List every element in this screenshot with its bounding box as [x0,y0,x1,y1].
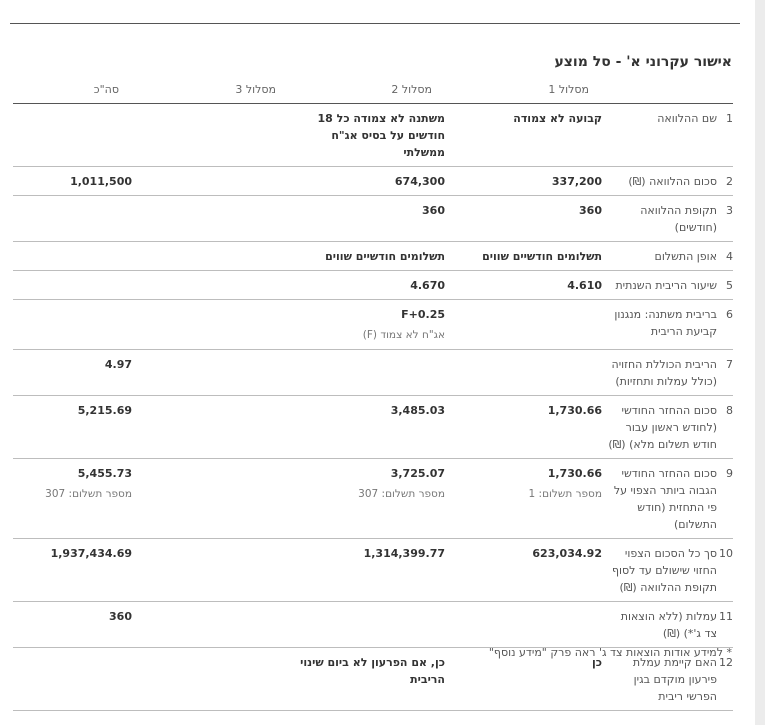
table-row [13,242,733,271]
cell-subtext: מספר תשלום: 307 [45,488,132,500]
row-label [602,602,733,648]
table-row [13,539,733,602]
row-number: 2 [726,175,733,188]
cell-m1 [445,602,602,648]
row-label-text: בריבית משתנה: מנגנון קביעת הריבית [614,308,717,338]
cell-m3 [132,602,289,648]
row-number: 9 [726,467,733,480]
cell-m1 [445,459,602,539]
row-label-text: סך כל הסכום הצפוי החזוי שישולם עד לסוף תקופת ההלוואה (₪) [611,547,717,594]
scrollbar[interactable] [755,0,765,725]
row-number: 12 [719,656,733,669]
table-row [13,396,733,459]
row-label [602,196,733,242]
cell-total [13,459,132,539]
row-number: 3 [726,204,733,217]
header-track-1: מסלול 1 [445,76,602,104]
cell-m3 [132,242,289,271]
page-title: אישור עקרוני א' - סל מוצע [554,54,732,70]
cell-m2 [289,271,445,300]
cell-value: 360 [422,204,445,217]
cell-total [13,242,132,271]
cell-value: 360 [579,204,602,217]
cell-value: 1,314,399.77 [363,547,445,560]
cell-m2 [289,539,445,602]
row-label-text: שיעור הריבית השנתית [615,279,717,292]
row-label [602,104,733,167]
top-divider [10,23,740,24]
cell-value: קבועה לא צמודה [513,112,602,125]
cell-total [13,396,132,459]
row-label [602,459,733,539]
cell-m3 [132,648,289,711]
cell-m2 [289,167,445,196]
cell-total [13,648,132,711]
row-label [602,271,733,300]
cell-value: 360 [109,610,132,623]
header-track-2: מסלול 2 [289,76,445,104]
row-label [602,539,733,602]
cell-m2 [289,648,445,711]
cell-m1 [445,104,602,167]
row-label-text: שם ההלוואה [657,112,717,125]
row-label [602,300,733,350]
cell-m3 [132,196,289,242]
table-row [13,196,733,242]
cell-m2 [289,242,445,271]
row-label-text: הריבית הכוללת החזויה (כולל עמלות ותחזיות) [611,358,717,388]
row-label [602,167,733,196]
cell-m1 [445,271,602,300]
row-number: 1 [726,112,733,125]
row-number: 7 [726,358,733,371]
cell-m1 [445,167,602,196]
cell-total [13,104,132,167]
cell-value: 623,034.92 [532,547,602,560]
cell-value: 1,937,434.69 [50,547,132,560]
cell-total [13,300,132,350]
cell-m2 [289,602,445,648]
row-label-text: סכום ההחזר החודשי הגבוה ביותר הצפוי על פי התחזית (חודש התשלום) [613,467,717,531]
cell-value: 5,455.73 [77,467,132,480]
footnote: * למידע אודות הוצאות צד ג' ראה פרק "מידע נוסף" [488,646,732,659]
table-row [13,602,733,648]
cell-total [13,167,132,196]
table-row [13,350,733,396]
cell-value: 3,725.07 [390,467,445,480]
cell-m1 [445,539,602,602]
table-row [13,271,733,300]
cell-total [13,196,132,242]
cell-m3 [132,396,289,459]
table-header-row [13,76,733,104]
row-number: 4 [726,250,733,263]
cell-m2 [289,396,445,459]
table-row [13,104,733,167]
row-number: 5 [726,279,733,292]
cell-m3 [132,167,289,196]
row-number: 6 [726,308,733,321]
row-label-text: עמלות (ללא הוצאות צד ג'*) (₪) [620,610,717,640]
cell-value: 4.610 [567,279,602,292]
cell-m1 [445,196,602,242]
cell-m3 [132,539,289,602]
cell-subtext: מספר תשלום: 307 [358,488,445,500]
row-number: 11 [719,610,733,623]
cell-m1 [445,242,602,271]
cell-m3 [132,271,289,300]
header-label [602,76,733,104]
loan-offer-table [13,76,733,711]
table-row [13,459,733,539]
cell-value: F+0.25 [401,308,445,321]
row-number: 10 [719,547,733,560]
row-label [602,242,733,271]
cell-value: תשלומים חודשיים שווים [482,250,602,263]
cell-m2 [289,196,445,242]
cell-m3 [132,459,289,539]
cell-m3 [132,350,289,396]
table-row [13,167,733,196]
cell-value: 5,215.69 [77,404,132,417]
row-label-text: סכום ההלוואה (₪) [628,175,717,188]
row-label-text: האם קיימת עמלת פירעון מוקדם בגין הפרשי ריבית [632,656,717,703]
row-label-text: תקופת ההלוואה (חודשים) [640,204,717,234]
cell-m2 [289,459,445,539]
cell-value: 1,011,500 [70,175,132,188]
cell-total [13,539,132,602]
cell-m1 [445,396,602,459]
row-label [602,350,733,396]
cell-m2 [289,104,445,167]
row-label-text: אופן התשלום [654,250,717,263]
cell-value: תשלומים חודשיים שווים [325,250,445,263]
cell-value: 1,730.66 [547,467,602,480]
cell-value: 3,485.03 [390,404,445,417]
cell-total [13,271,132,300]
cell-value: 337,200 [551,175,602,188]
cell-m2 [289,350,445,396]
header-total: סה"כ [13,76,132,104]
cell-value: כן [591,656,602,669]
cell-total [13,602,132,648]
row-label [602,396,733,459]
cell-m1 [445,300,602,350]
cell-m3 [132,300,289,350]
cell-m2 [289,300,445,350]
cell-m1 [445,350,602,396]
cell-total [13,350,132,396]
cell-m3 [132,104,289,167]
cell-subtext: מספר תשלום: 1 [528,488,602,500]
cell-value: כן, אם הפרעון לא ביום שינוי הריבית [300,656,445,686]
cell-subtext: אג"ח לא צמוד (F) [362,329,445,341]
header-track-3: מסלול 3 [132,76,289,104]
table-row [13,300,733,350]
cell-value: 4.670 [410,279,445,292]
row-number: 8 [726,404,733,417]
cell-value: משתנה לא צמודה כל 18 חודשים על בסיס אג"ח ממשלתי [317,112,445,159]
cell-value: 674,300 [394,175,445,188]
cell-value: 1,730.66 [547,404,602,417]
cell-value: 4.97 [104,358,132,371]
row-label-text: סכום ההחזר החודשי (לחודש ראשון עבור חודש תשלום מלא) (₪) [608,404,717,451]
